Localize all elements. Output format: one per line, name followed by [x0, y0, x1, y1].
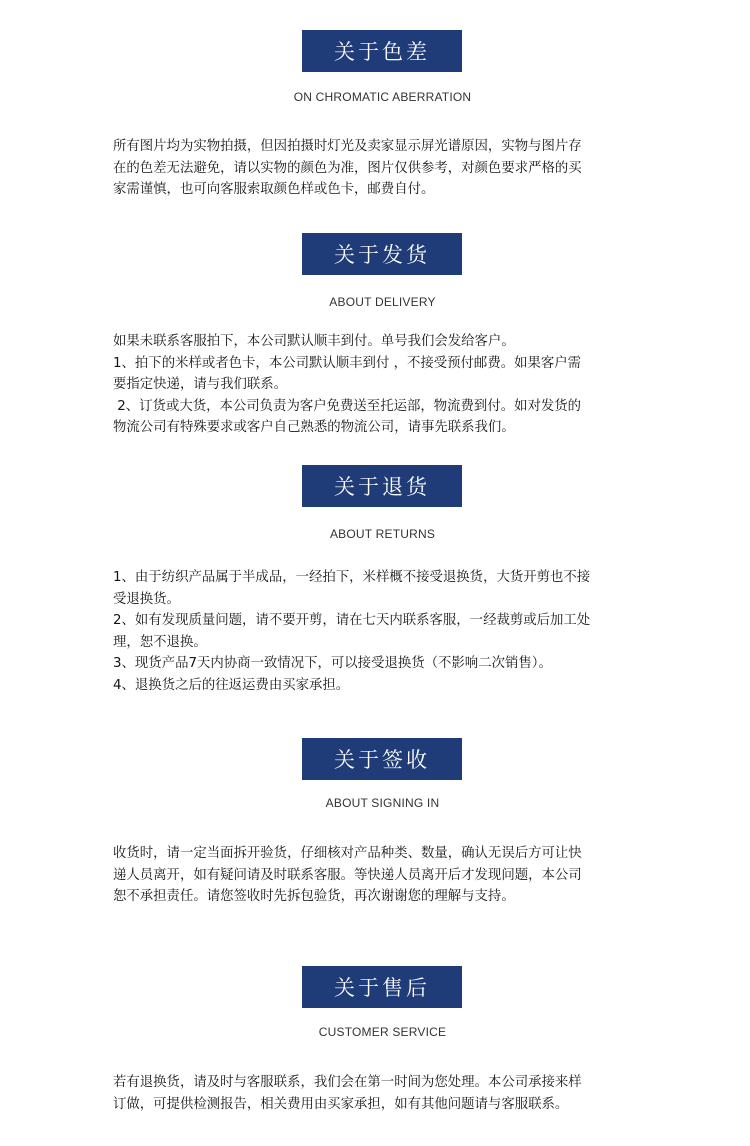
paragraph-line: 1、拍下的米样或者色卡，本公司默认顺丰到付 ，不接受预付邮费。如果客户需 — [113, 355, 582, 371]
section-subtitle: ON CHROMATIC ABERRATION — [293, 90, 472, 104]
section-title: 关于签收 — [302, 738, 462, 780]
paragraph-line: 物流公司有特殊要求或客户自己熟悉的物流公司，请事先联系我们。 — [113, 420, 515, 435]
paragraph-line: 恕不承担责任。请您签收时先拆包验货，再次谢谢您的理解与支持。 — [113, 889, 515, 904]
section-paragraph — [113, 136, 673, 201]
paragraph-line: 如果未联系客服拍下，本公司默认顺丰到付。单号我们会发给客户。 — [113, 334, 515, 349]
section-paragraph — [113, 843, 673, 908]
paragraph-line: 所有图片均为实物拍摄，但因拍摄时灯光及卖家显示屏光谱原因，实物与图片存 — [113, 139, 582, 154]
paragraph-line: 在的色差无法避免，请以实物的颜色为准，图片仅供参考，对颜色要求严格的买 — [113, 160, 582, 176]
section-subtitle: CUSTOMER SERVICE — [318, 1025, 447, 1039]
paragraph-line: 3、现货产品7天内协商一致情况下，可以接受退换货（不影响二次销售）。 — [113, 656, 552, 671]
paragraph-line: 要指定快递，请与我们联系。 — [113, 377, 288, 392]
paragraph-line: 订做，可提供检测报告，相关费用由买家承担，如有其他问题请与客服联系。 — [113, 1096, 569, 1112]
paragraph-line: 4、退换货之后的往返运费由买家承担。 — [113, 677, 350, 693]
paragraph-line: 2、订货或大货，本公司负责为客户免费送至托运部，物流费到付。如对发货的 — [113, 398, 582, 414]
section-subtitle: ABOUT DELIVERY — [329, 295, 436, 309]
section-paragraph — [113, 331, 673, 439]
section-paragraph — [113, 567, 673, 696]
section-subtitle: ABOUT RETURNS — [329, 527, 436, 541]
section-title: 关于售后 — [302, 966, 462, 1008]
paragraph-line: 家需谨慎，也可向客服索取颜色样或色卡，邮费自付。 — [113, 182, 435, 197]
section-title: 关于退货 — [302, 465, 462, 507]
section-subtitle: ABOUT SIGNING IN — [325, 796, 440, 810]
section-title: 关于发货 — [302, 233, 462, 275]
section-paragraph — [113, 1072, 673, 1115]
paragraph-line: 理，恕不退换。 — [113, 634, 207, 650]
paragraph-line: 2、如有发现质量问题，请不要开剪，请在七天内联系客服，一经裁剪或后加工处 — [113, 613, 591, 628]
paragraph-line: 递人员离开，如有疑问请及时联系客服。等快递人员离开后才发现问题，本公司 — [113, 867, 582, 883]
paragraph-line: 收货时，请一定当面拆开验货，仔细核对产品种类、数量，确认无误后方可让快 — [113, 846, 582, 861]
paragraph-line: 1、由于纺织产品属于半成品，一经拍下，米样概不接受退换货，大货开剪也不接 — [113, 570, 591, 585]
paragraph-line: 若有退换货，请及时与客服联系，我们会在第一时间为您处理。本公司承接来样 — [113, 1075, 582, 1090]
section-title: 关于色差 — [302, 30, 462, 72]
paragraph-line: 受退换货。 — [113, 591, 180, 607]
